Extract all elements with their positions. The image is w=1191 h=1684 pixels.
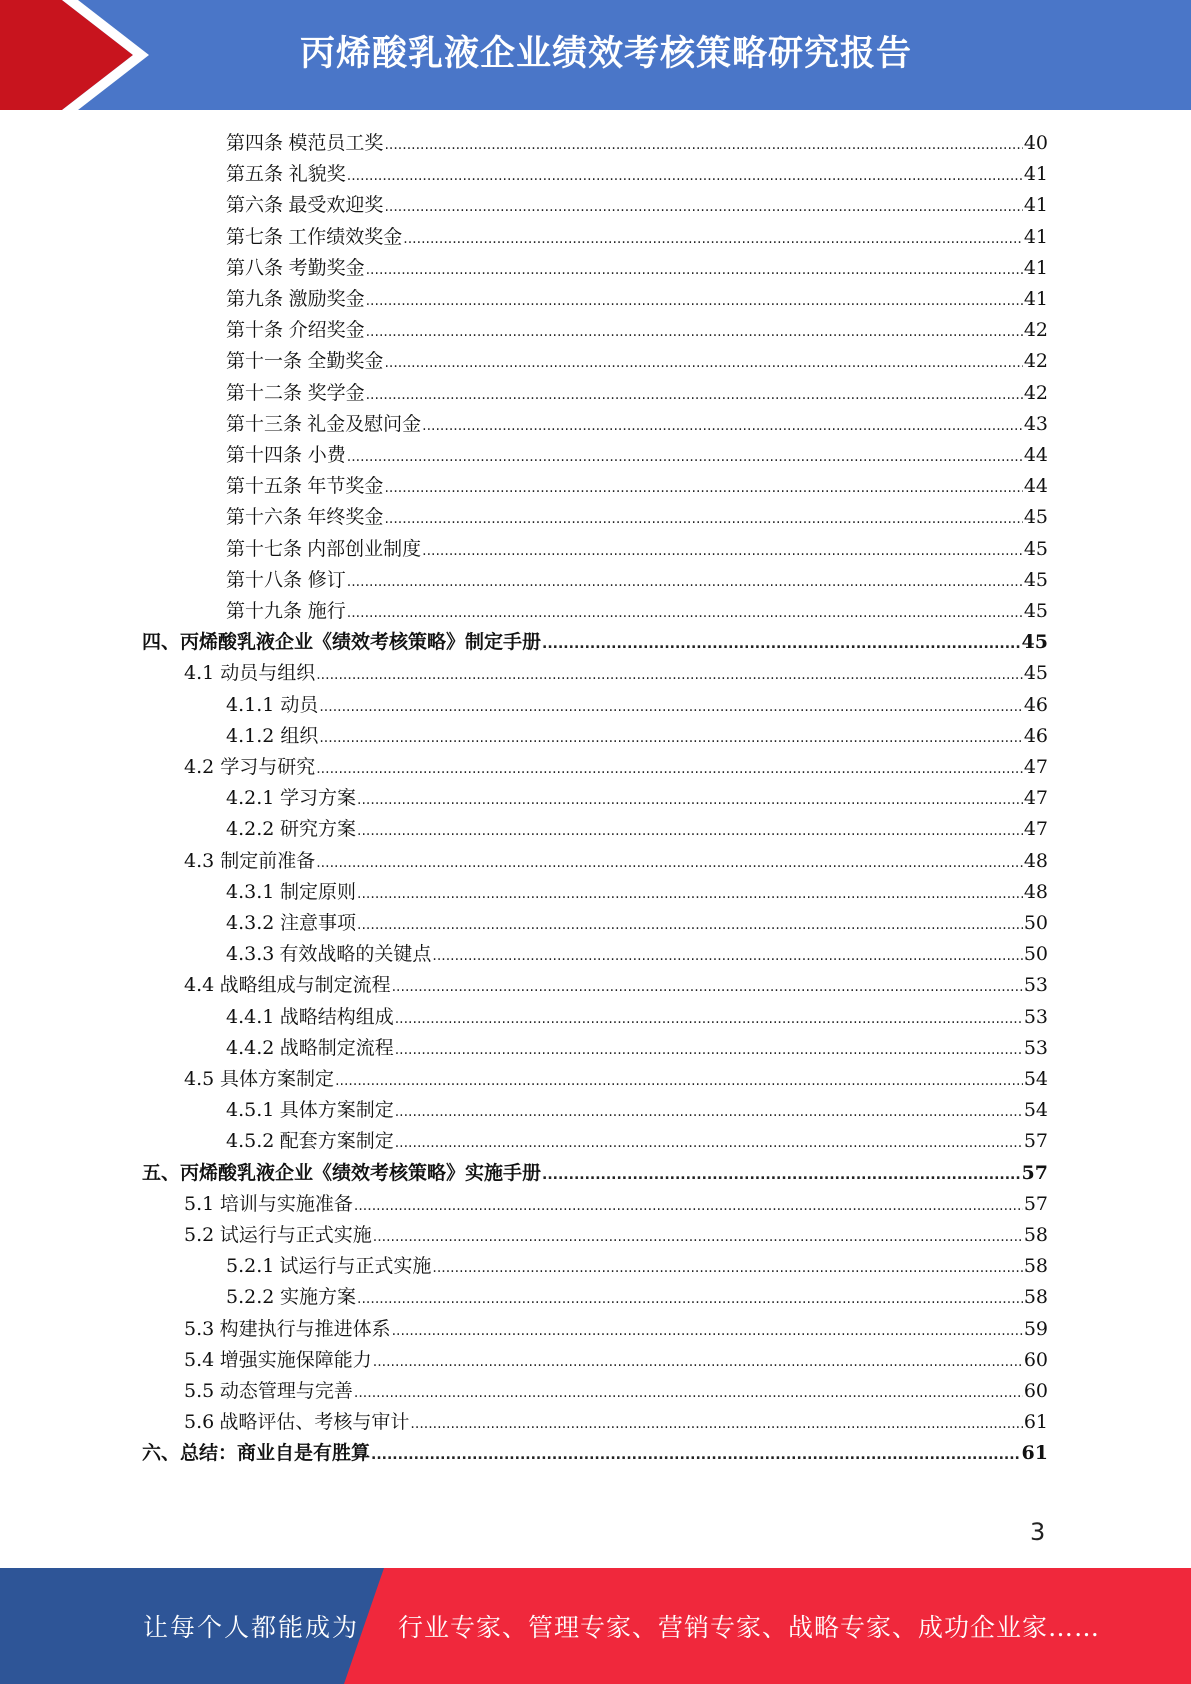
toc-dot-leader: [366, 286, 1023, 317]
toc-dot-leader: [357, 785, 1023, 816]
toc-page-number: 50: [1023, 912, 1048, 934]
toc-section[interactable]: [184, 846, 1048, 877]
toc-section[interactable]: [184, 1189, 1048, 1220]
toc-entry-number: 5.2: [184, 1224, 215, 1246]
toc-page-number: 40: [1023, 132, 1048, 154]
toc-entry-title: 研究方案: [280, 818, 357, 840]
toc-subsection[interactable]: [226, 908, 1048, 939]
toc-dot-leader: [384, 192, 1022, 223]
toc-entry-number: 第十四条: [226, 444, 303, 466]
toc-entry-number: 第五条: [226, 163, 284, 185]
toc-page-number: 45: [1023, 569, 1048, 591]
toc-section[interactable]: [184, 1376, 1048, 1407]
toc-dot-leader: [371, 1440, 1021, 1471]
toc-dot-leader: [335, 1066, 1023, 1097]
arrow-chevron-logo: [0, 0, 160, 110]
toc-subsection[interactable]: [226, 534, 1048, 565]
toc-entry-number: 4.5: [184, 1068, 215, 1090]
footer-slogan-right: 行业专家、管理专家、营销专家、战略专家、成功企业家……: [398, 1613, 1101, 1642]
toc-page-number: 48: [1023, 850, 1048, 872]
toc-dot-leader: [395, 1035, 1023, 1066]
toc-page-number: 45: [1023, 600, 1048, 622]
toc-chapter[interactable]: [142, 1438, 1048, 1469]
toc-page-number: 60: [1023, 1349, 1048, 1371]
toc-subsection[interactable]: [226, 1282, 1048, 1313]
toc-page-number: 48: [1023, 881, 1048, 903]
toc-page-number: 59: [1023, 1318, 1048, 1340]
toc-subsection[interactable]: [226, 1002, 1048, 1033]
toc-entry-title: 构建执行与推进体系: [219, 1318, 391, 1340]
toc-entry-title: 年终奖金: [307, 506, 384, 528]
toc-page-number: 45: [1023, 506, 1048, 528]
toc-subsection[interactable]: [226, 315, 1048, 346]
toc-dot-leader: [347, 161, 1023, 192]
toc-dot-leader: [354, 1191, 1023, 1222]
toc-chapter[interactable]: [142, 1158, 1048, 1189]
toc-subsection[interactable]: [226, 1251, 1048, 1282]
toc-subsection[interactable]: [226, 284, 1048, 315]
toc-subsection[interactable]: [226, 409, 1048, 440]
toc-section[interactable]: [184, 658, 1048, 689]
toc-entry-title: 小费: [307, 444, 346, 466]
toc-entry-number: 5.5: [184, 1380, 215, 1402]
toc-entry-title: 学习与研究: [220, 756, 316, 778]
toc-subsection[interactable]: [226, 378, 1048, 409]
toc-entry-title: 模范员工奖: [288, 132, 384, 154]
toc-dot-leader: [357, 1284, 1023, 1315]
toc-page-number: 46: [1023, 725, 1048, 747]
toc-entry-number: 4.4.1: [226, 1006, 275, 1028]
toc-subsection[interactable]: [226, 596, 1048, 627]
toc-entry-title: 战略制定流程: [279, 1037, 394, 1059]
toc-entry-number: 4.5.2: [226, 1130, 275, 1152]
toc-entry-number: 4.2.2: [226, 818, 275, 840]
toc-subsection[interactable]: [226, 222, 1048, 253]
toc-entry-number: 四、: [142, 631, 181, 653]
toc-subsection[interactable]: [226, 159, 1048, 190]
toc-entry-number: 4.1: [184, 662, 215, 684]
toc-entry-title: 最受欢迎奖: [288, 194, 384, 216]
toc-section[interactable]: [184, 1345, 1048, 1376]
toc-dot-leader: [384, 348, 1022, 379]
toc-page-number: 61: [1023, 1411, 1048, 1433]
toc-entry-number: 六、: [142, 1442, 181, 1464]
toc-entry-number: 第七条: [226, 226, 284, 248]
toc-page-number: 61: [1021, 1442, 1048, 1464]
toc-section[interactable]: [184, 1064, 1048, 1095]
toc-subsection[interactable]: [226, 783, 1048, 814]
toc-page-number: 41: [1023, 163, 1048, 185]
toc-entry-number: 4.1.1: [226, 694, 275, 716]
toc-dot-leader: [366, 255, 1023, 286]
toc-entry-title: 修订: [307, 569, 346, 591]
toc-subsection[interactable]: [226, 190, 1048, 221]
toc-entry-number: 第九条: [226, 288, 284, 310]
toc-entry-title: 增强实施保障能力: [219, 1349, 372, 1371]
toc-dot-leader: [542, 629, 1021, 660]
toc-entry-title: 实施方案: [280, 1286, 357, 1308]
toc-entry-title: 具体方案制定: [279, 1099, 394, 1121]
toc-page-number: 54: [1023, 1068, 1048, 1090]
toc-page-number: 57: [1021, 1162, 1048, 1184]
toc-page-number: 42: [1023, 319, 1048, 341]
toc-entry-title: 礼貌奖: [288, 163, 346, 185]
toc-page-number: 58: [1023, 1255, 1048, 1277]
toc-page-number: 53: [1023, 1037, 1048, 1059]
toc-dot-leader: [347, 598, 1023, 629]
toc-dot-leader: [357, 910, 1023, 941]
toc-entry-title: 战略结构组成: [279, 1006, 394, 1028]
toc-page-number: 60: [1023, 1380, 1048, 1402]
toc-entry-title: 动员与组织: [220, 662, 316, 684]
toc-entry-title: 施行: [307, 600, 346, 622]
toc-page-number: 45: [1023, 662, 1048, 684]
toc-page-number: 41: [1023, 288, 1048, 310]
toc-page-number: 53: [1023, 1006, 1048, 1028]
toc-page-number: 45: [1021, 631, 1048, 653]
toc-subsection[interactable]: [226, 502, 1048, 533]
toc-entry-title: 试运行与正式实施: [279, 1255, 432, 1277]
toc-dot-leader: [395, 1004, 1023, 1035]
toc-dot-leader: [384, 504, 1022, 535]
toc-entry-title: 动态管理与完善: [219, 1380, 353, 1402]
toc-section[interactable]: [184, 1220, 1048, 1251]
toc-entry-title: 制定原则: [280, 881, 357, 903]
toc-page-number: 41: [1023, 194, 1048, 216]
toc-entry-title: 丙烯酸乳液企业《绩效考核策略》实施手册: [180, 1162, 542, 1184]
toc-dot-leader: [403, 224, 1023, 255]
page-footer: [0, 1568, 1191, 1684]
toc-entry-title: 介绍奖金: [288, 319, 365, 341]
toc-entry-title: 组织: [280, 725, 319, 747]
toc-page-number: 53: [1023, 974, 1048, 996]
toc-entry-number: 第十条: [226, 319, 284, 341]
toc-dot-leader: [316, 660, 1023, 691]
toc-subsection[interactable]: [226, 565, 1048, 596]
toc-page-number: 58: [1023, 1224, 1048, 1246]
toc-dot-leader: [410, 1409, 1022, 1440]
toc-section[interactable]: [184, 1314, 1048, 1345]
toc-entry-number: 5.4: [184, 1349, 215, 1371]
toc-dot-leader: [373, 1347, 1023, 1378]
toc-dot-leader: [316, 754, 1023, 785]
toc-dot-leader: [373, 1222, 1023, 1253]
toc-entry-number: 第六条: [226, 194, 284, 216]
toc-page-number: 45: [1023, 538, 1048, 560]
toc-entry-number: 第十六条: [226, 506, 303, 528]
toc-entry-number: 4.2: [184, 756, 215, 778]
toc-entry-title: 工作绩效奖金: [288, 226, 403, 248]
toc-dot-leader: [395, 1097, 1023, 1128]
toc-entry-title: 培训与实施准备: [219, 1193, 353, 1215]
toc-entry-title: 年节奖金: [307, 475, 384, 497]
toc-subsection[interactable]: [226, 1033, 1048, 1064]
toc-dot-leader: [392, 972, 1023, 1003]
toc-dot-leader: [422, 411, 1023, 442]
toc-entry-title: 制定前准备: [220, 850, 316, 872]
toc-dot-leader: [392, 1316, 1023, 1347]
report-title: 丙烯酸乳液企业绩效考核策略研究报告: [300, 34, 913, 74]
toc-entry-number: 第十三条: [226, 413, 303, 435]
toc-entry-number: 4.3: [184, 850, 215, 872]
toc-entry-title: 总结：商业自是有胜算: [180, 1442, 371, 1464]
toc-page-number: 54: [1023, 1099, 1048, 1121]
toc-page-number: 42: [1023, 382, 1048, 404]
toc-page-number: 47: [1023, 756, 1048, 778]
toc-dot-leader: [347, 442, 1023, 473]
toc-dot-leader: [432, 1253, 1022, 1284]
toc-dot-leader: [354, 1378, 1023, 1409]
toc-subsection[interactable]: [226, 939, 1048, 970]
toc-dot-leader: [357, 879, 1023, 910]
toc-entry-number: 5.6: [184, 1411, 215, 1433]
toc-entry-number: 4.4: [184, 974, 215, 996]
toc-page-number: 42: [1023, 350, 1048, 372]
toc-page-number: 57: [1023, 1193, 1048, 1215]
toc-entry-number: 5.3: [184, 1318, 215, 1340]
toc-entry-number: 第十二条: [226, 382, 303, 404]
toc-section[interactable]: [184, 752, 1048, 783]
toc-entry-title: 具体方案制定: [220, 1068, 335, 1090]
toc-page-number: 44: [1023, 444, 1048, 466]
toc-entry-number: 5.1: [184, 1193, 215, 1215]
toc-entry-title: 战略组成与制定流程: [219, 974, 391, 996]
toc-subsection[interactable]: [226, 1095, 1048, 1126]
toc-dot-leader: [432, 941, 1022, 972]
toc-dot-leader: [347, 567, 1023, 598]
toc-page-number: 57: [1023, 1130, 1048, 1152]
toc-section[interactable]: [184, 970, 1048, 1001]
toc-dot-leader: [357, 816, 1023, 847]
toc-dot-leader: [384, 473, 1022, 504]
toc-section[interactable]: [184, 1407, 1048, 1438]
toc-page-number: 50: [1023, 943, 1048, 965]
toc-dot-leader: [366, 317, 1023, 348]
toc-dot-leader: [422, 536, 1023, 567]
toc-entry-number: 4.3.3: [226, 943, 275, 965]
toc-entry-number: 第十五条: [226, 475, 303, 497]
toc-chapter[interactable]: [142, 627, 1048, 658]
toc-entry-number: 第十八条: [226, 569, 303, 591]
toc-dot-leader: [395, 1128, 1023, 1159]
toc-entry-title: 试运行与正式实施: [219, 1224, 372, 1246]
toc-entry-title: 全勤奖金: [307, 350, 384, 372]
toc-entry-number: 第十一条: [226, 350, 303, 372]
toc-subsection[interactable]: [226, 1126, 1048, 1157]
toc-entry-title: 注意事项: [280, 912, 357, 934]
toc-entry-title: 奖学金: [307, 382, 365, 404]
toc-entry-number: 4.5.1: [226, 1099, 275, 1121]
page-header: [0, 0, 1191, 110]
toc-page-number: 43: [1023, 413, 1048, 435]
toc-entry-number: 第十七条: [226, 538, 303, 560]
toc-entry-number: 第八条: [226, 257, 284, 279]
toc-subsection[interactable]: [226, 814, 1048, 845]
toc-entry-title: 有效战略的关键点: [279, 943, 432, 965]
toc-subsection[interactable]: [226, 877, 1048, 908]
toc-entry-number: 第四条: [226, 132, 284, 154]
toc-subsection[interactable]: [226, 128, 1048, 159]
footer-slogan-left: 让每个人都能成为: [143, 1613, 360, 1642]
toc-entry-title: 内部创业制度: [307, 538, 422, 560]
toc-page-number: 47: [1023, 787, 1048, 809]
toc-page-number: 41: [1023, 226, 1048, 248]
toc-subsection[interactable]: [226, 690, 1048, 721]
toc-page-number: 46: [1023, 694, 1048, 716]
toc-subsection[interactable]: [226, 721, 1048, 752]
toc-entry-number: 第十九条: [226, 600, 303, 622]
toc-entry-number: 5.2.2: [226, 1286, 275, 1308]
toc-entry-number: 五、: [142, 1162, 181, 1184]
toc-page-number: 47: [1023, 818, 1048, 840]
toc-page-number: 44: [1023, 475, 1048, 497]
toc-entry-title: 丙烯酸乳液企业《绩效考核策略》制定手册: [180, 631, 542, 653]
page-number: 3: [1030, 1518, 1046, 1546]
toc-entry-title: 礼金及慰问金: [307, 413, 422, 435]
toc-entry-title: 战略评估、考核与审计: [219, 1411, 410, 1433]
toc-dot-leader: [319, 692, 1022, 723]
toc-entry-title: 配套方案制定: [279, 1130, 394, 1152]
toc-dot-leader: [366, 380, 1023, 411]
toc-entry-number: 4.1.2: [226, 725, 275, 747]
toc-subsection[interactable]: [226, 471, 1048, 502]
toc-entry-number: 5.2.1: [226, 1255, 275, 1277]
toc-entry-number: 4.2.1: [226, 787, 275, 809]
toc-entry-title: 考勤奖金: [288, 257, 365, 279]
toc-entry-title: 动员: [280, 694, 319, 716]
toc-subsection[interactable]: [226, 346, 1048, 377]
toc-dot-leader: [384, 130, 1022, 161]
toc-entry-number: 4.4.2: [226, 1037, 275, 1059]
toc-subsection[interactable]: [226, 253, 1048, 284]
toc-dot-leader: [319, 723, 1022, 754]
toc-page-number: 41: [1023, 257, 1048, 279]
toc-page-number: 58: [1023, 1286, 1048, 1308]
toc-dot-leader: [316, 848, 1023, 879]
toc-entry-number: 4.3.1: [226, 881, 275, 903]
toc-entry-title: 学习方案: [280, 787, 357, 809]
toc-entry-number: 4.3.2: [226, 912, 275, 934]
toc-dot-leader: [542, 1160, 1021, 1191]
toc-subsection[interactable]: [226, 440, 1048, 471]
toc-entry-title: 激励奖金: [288, 288, 365, 310]
